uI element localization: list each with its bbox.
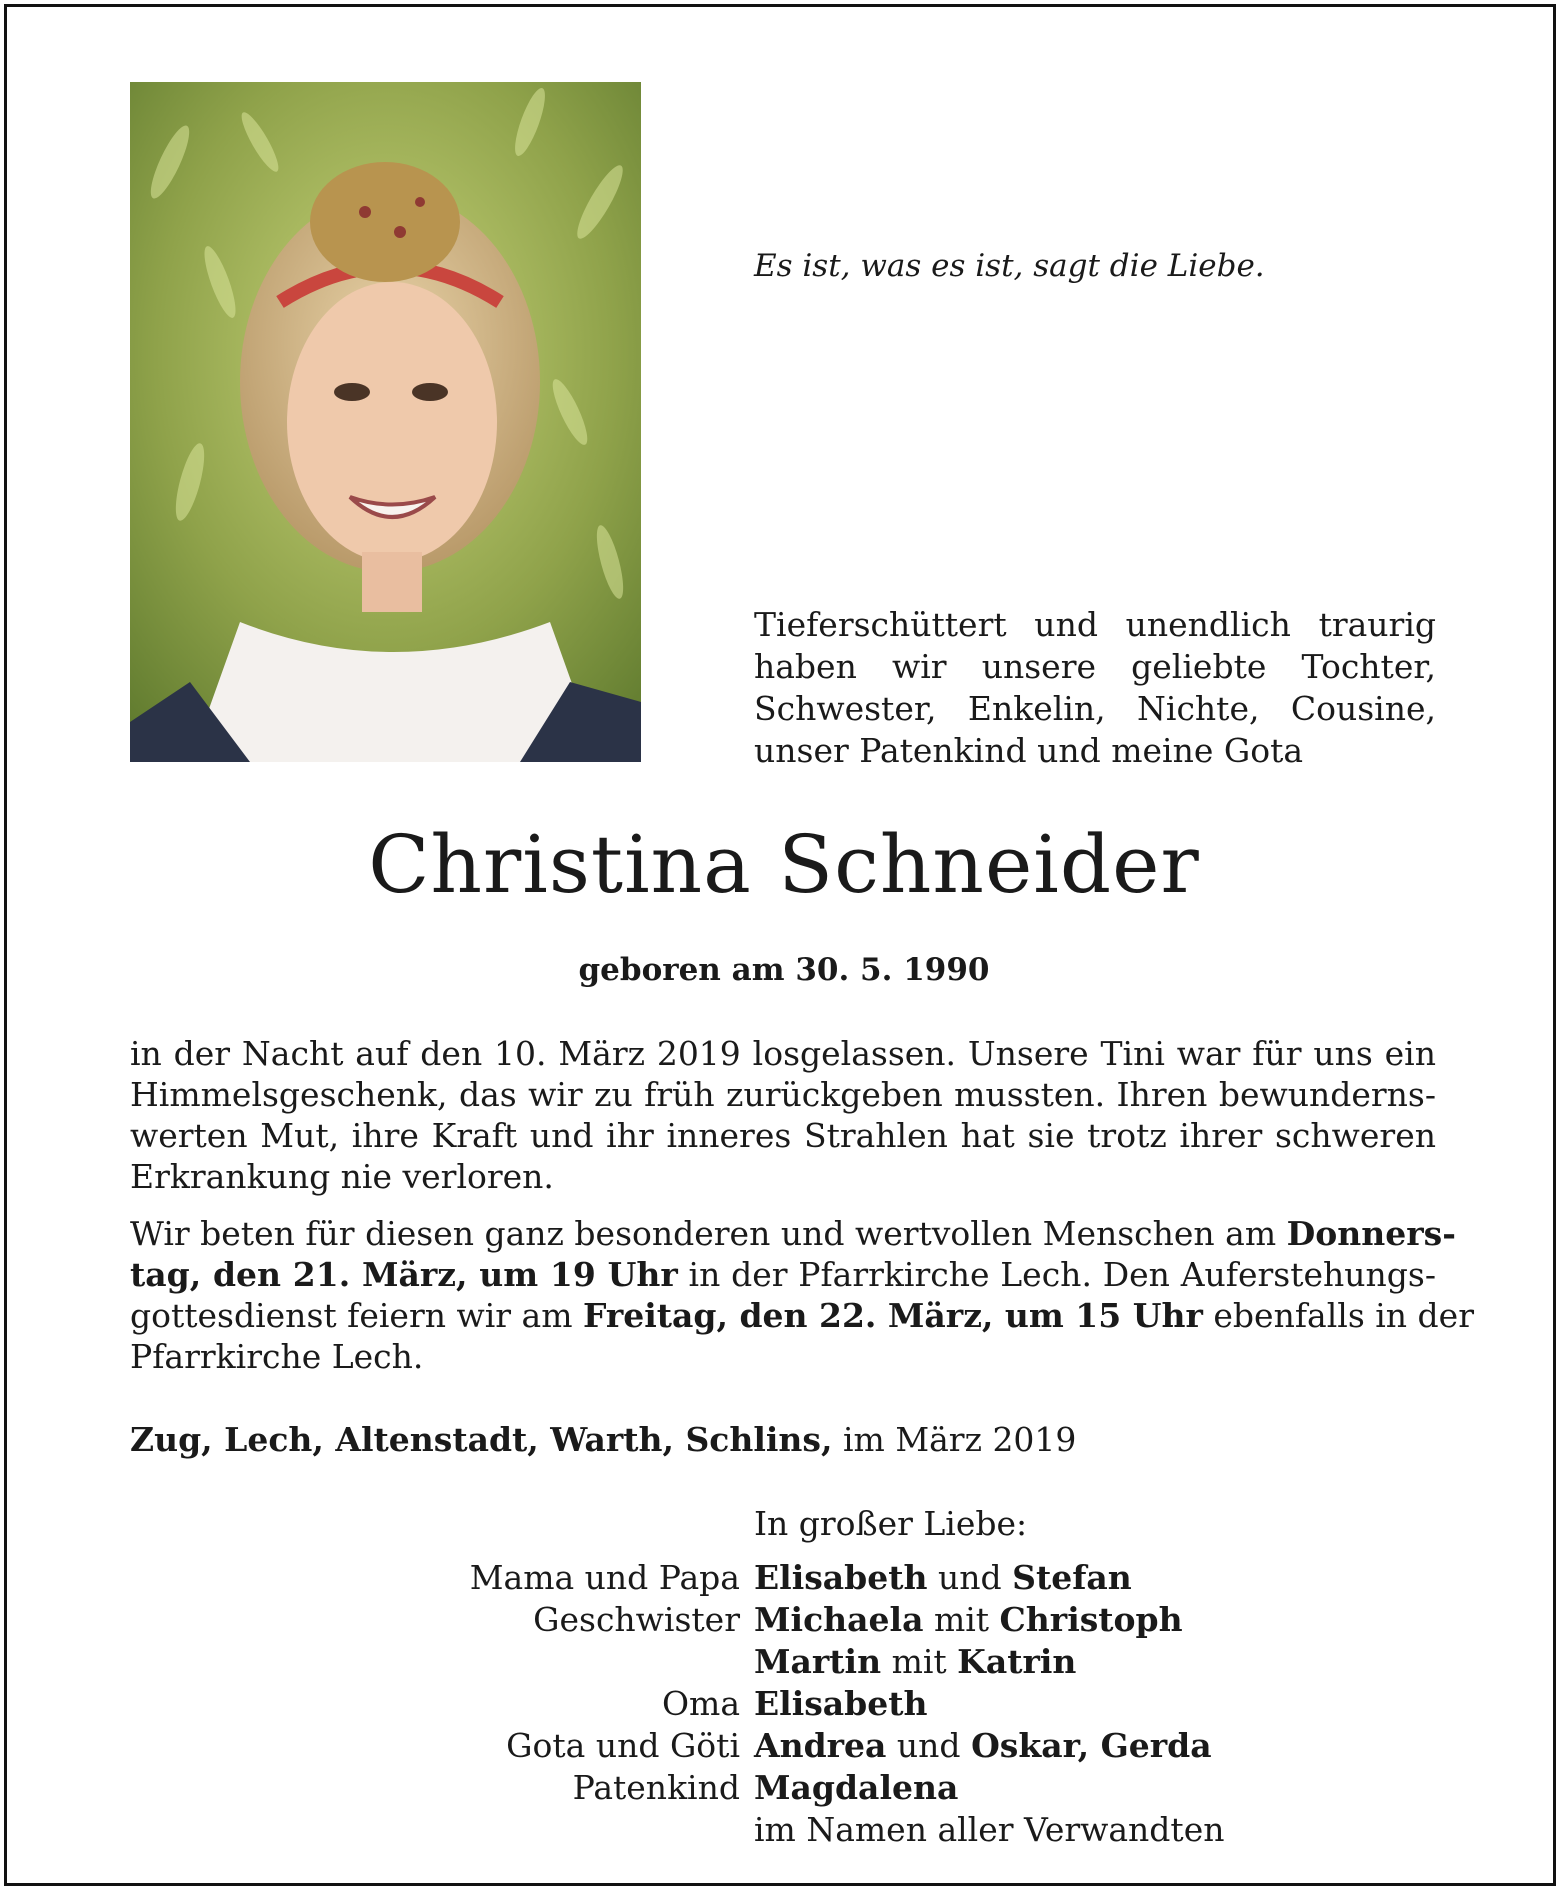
paragraph-line: Himmelsgeschenk, das wir zu früh zurückgeben mussten. Ihren bewunderns- [130,1075,1436,1114]
funeral-date-bold: Freitag, den 22. März, um 15 Uhr [583,1296,1203,1335]
mourner-name: Katrin [957,1642,1077,1681]
service-date-bold: tag, den 21. März, um 19 Uhr [130,1255,678,1294]
mourner-names [754,1558,1132,1597]
intro-line: unser Patenkind und meine Gota [754,731,1304,770]
text-segment: gottesdienst feiern wir am [130,1296,583,1335]
signoff-title: In großer Liebe: [754,1504,1028,1543]
paragraph-line: in der Nacht auf den 10. März 2019 losgelassen. Unsere Tini war für uns ein [130,1034,1436,1073]
paragraph-announcement [130,1033,1436,1197]
paragraph-line [130,1213,1456,1254]
connector: und [886,1726,972,1765]
place-names: Zug, Lech, Altenstadt, Warth, Schlins, [130,1420,833,1459]
service-date-bold: Donners- [1286,1214,1456,1253]
connector: mit [881,1642,958,1681]
mourner-role: Geschwister [533,1600,740,1639]
mourner-role: Gota und Göti [506,1726,740,1765]
paragraph-services [130,1213,1474,1377]
place-and-date [130,1420,1076,1459]
paragraph-line [130,1254,1436,1295]
paragraph-line [130,1295,1474,1336]
mourner-row [0,1684,1568,1726]
connector: und [927,1558,1013,1597]
intro-text [754,604,1436,772]
birth-date: geboren am 30. 5. 1990 [578,952,990,988]
text-segment: in der Pfarrkirche Lech. Den Auferstehungs- [677,1255,1436,1294]
intro-line: Schwester, Enkelin, Nichte, Cousine, [754,689,1436,728]
mourner-row [0,1726,1568,1768]
text-segment: ebenfalls in der [1202,1296,1474,1335]
mourner-name: Martin [754,1642,882,1681]
paragraph-line: Pfarrkirche Lech. [130,1337,424,1376]
mourner-names [754,1642,1076,1681]
paragraph-line: werten Mut, ihre Kraft und ihr inneres Strahlen hat sie trotz ihrer schweren [130,1116,1436,1155]
mourner-names [754,1768,958,1807]
mourner-role: Patenkind [572,1768,740,1807]
mourner-names [754,1600,1183,1639]
deceased-name: Christina Schneider [368,818,1200,911]
date-text: im März 2019 [832,1420,1077,1459]
mourner-names [754,1684,928,1723]
mourner-row [0,1600,1568,1642]
mourner-name: Elisabeth [754,1558,928,1597]
intro-line: haben wir unsere geliebte Tochter, [754,647,1436,686]
mourner-role: Mama und Papa [469,1558,740,1597]
mourner-names [754,1726,1212,1765]
portrait-photo [130,82,641,762]
mourner-name: Andrea [754,1726,887,1765]
mourner-name: Magdalena [754,1768,959,1807]
mourner-name: Christoph [999,1600,1183,1639]
mourner-role: Oma [661,1684,740,1723]
intro-line: Tieferschüttert und unendlich traurig [754,605,1436,644]
closing-line: im Namen aller Verwandten [754,1810,1225,1849]
mourner-name: Stefan [1012,1558,1132,1597]
connector: mit [923,1600,1000,1639]
mourner-name: Oskar, Gerda [971,1726,1212,1765]
mourner-name: Michaela [754,1600,924,1639]
mourner-name: Elisabeth [754,1684,928,1723]
mourner-row [0,1768,1568,1810]
quote: Es ist, was es ist, sagt die Liebe. [754,248,1265,284]
text-segment: Wir beten für diesen ganz besonderen und wertvollen Menschen am [130,1214,1287,1253]
mourner-row [0,1558,1568,1600]
mourner-row [0,1642,1568,1684]
paragraph-line: Erkrankung nie verloren. [130,1157,554,1196]
